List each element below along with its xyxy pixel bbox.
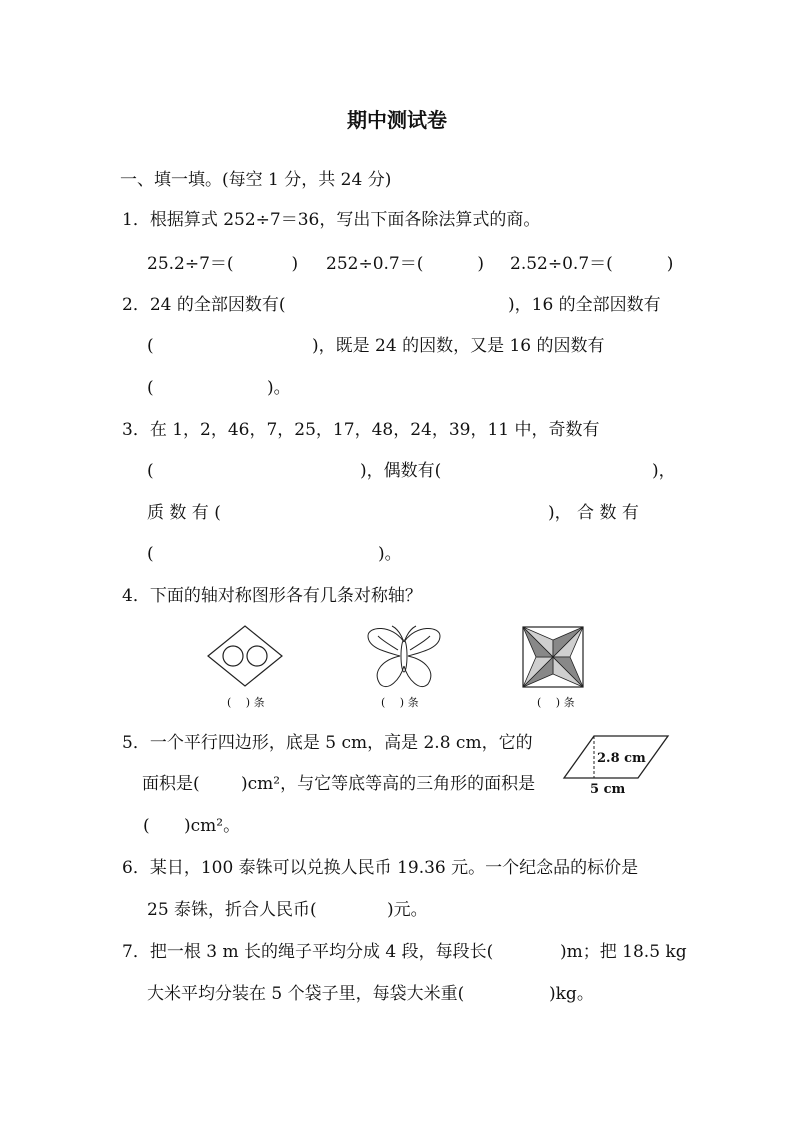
- q3-line1: 3．在 1，2，46，7，25，17，48，24，39，11 中，奇数有: [122, 420, 600, 440]
- q6-line1: 6．某日，100 泰铢可以兑换人民币 19.36 元。一个纪念品的标价是: [122, 858, 639, 878]
- q1-b: [326, 256, 484, 273]
- q2-line3a: (: [147, 378, 154, 398]
- q4-label-1: ( ) 条: [227, 696, 265, 709]
- q3-line2a: (: [147, 461, 154, 481]
- q5-line3b: )cm²。: [184, 816, 241, 836]
- parallelogram-height-label: 2.8 cm: [597, 751, 646, 766]
- q3-line3a: 质 数 有 (: [147, 503, 221, 523]
- q7-line2b: )kg。: [549, 984, 594, 1004]
- q1-a: [147, 256, 298, 273]
- diamond-figure: [200, 622, 290, 690]
- q6-line2a: 25 泰铢，折合人民币(: [147, 900, 317, 920]
- q1-c-text: 2.52÷0.7＝(: [510, 254, 613, 274]
- q1-a-close: ): [291, 254, 299, 274]
- q2-line3b: )。: [267, 378, 291, 398]
- q6-line2b: )元。: [387, 900, 428, 920]
- q1-stem: 1．根据算式 252÷7＝36，写出下面各除法算式的商。: [122, 210, 541, 230]
- pinwheel-square-figure: [522, 626, 584, 688]
- butterfly-right-wing: [404, 628, 440, 686]
- q5-line3a: (: [143, 816, 150, 836]
- q7-line1a: 7．把一根 3 m 长的绳子平均分成 4 段，每段长(: [122, 942, 494, 962]
- q3-line4b: )。: [378, 544, 402, 564]
- q1-c-close: ): [666, 254, 674, 274]
- q1-b-text: 252÷0.7＝(: [326, 254, 424, 274]
- q2-line1b: )，16 的全部因数有: [508, 295, 661, 315]
- page-title: 期中测试卷: [347, 108, 447, 132]
- q1-c: [510, 256, 673, 273]
- parallelogram-base-label: 5 cm: [590, 782, 626, 797]
- q3-line2c: )，: [652, 461, 676, 481]
- diamond-circle-left: [223, 646, 243, 666]
- q1-a-text: 25.2÷7＝(: [147, 254, 234, 274]
- section-heading: 一、填一填。(每空 1 分，共 24 分): [120, 170, 392, 190]
- diamond-shape: [208, 626, 282, 686]
- q2-line2b: )，既是 24 的因数，又是 16 的因数有: [312, 336, 605, 356]
- q5-line1: 5．一个平行四边形，底是 5 cm，高是 2.8 cm，它的: [122, 733, 533, 753]
- q1-b-close: ): [477, 254, 485, 274]
- q3-line3b: )， 合 数 有: [548, 503, 639, 523]
- q4-stem: 4．下面的轴对称图形各有几条对称轴？: [122, 586, 422, 606]
- butterfly-left-wing: [368, 628, 404, 686]
- q3-line4a: (: [147, 544, 154, 564]
- q2-line2a: (: [147, 336, 154, 356]
- q3-line2b: )，偶数有(: [360, 461, 442, 481]
- q4-label-3: ( ) 条: [537, 696, 575, 709]
- q5-line2a: 面积是(: [142, 774, 200, 794]
- q7-line1b: )m；把 18.5 kg: [560, 942, 687, 962]
- butterfly-figure: [362, 622, 446, 692]
- q4-label-2: ( ) 条: [381, 696, 419, 709]
- q2-line1a: 2．24 的全部因数有(: [122, 295, 286, 315]
- diamond-circle-right: [247, 646, 267, 666]
- q5-line2b: )cm²，与它等底等高的三角形的面积是: [241, 774, 536, 794]
- q7-line2a: 大米平均分装在 5 个袋子里，每袋大米重(: [147, 984, 465, 1004]
